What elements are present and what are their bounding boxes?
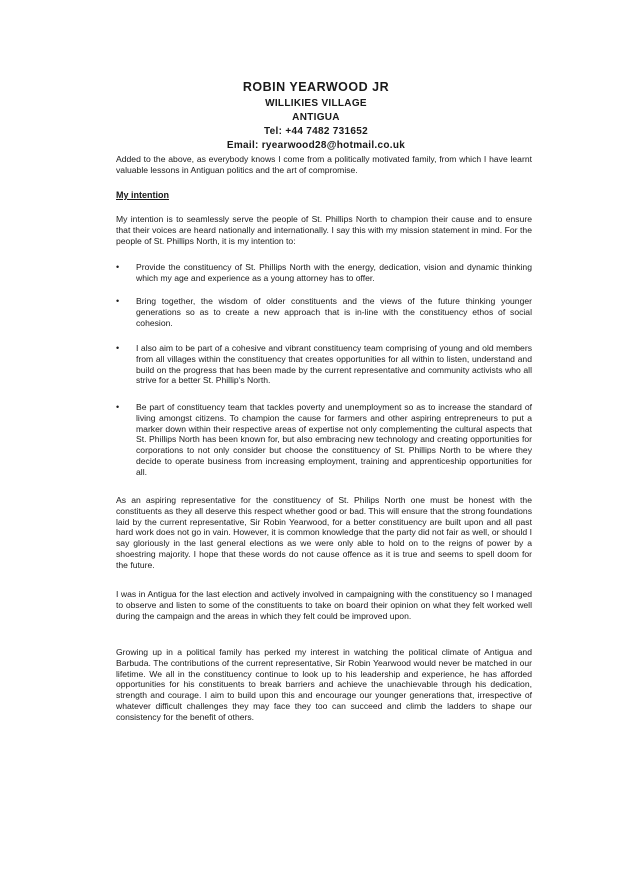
aspiring-paragraph: As an aspiring representative for the constituency of St. Philips North one must be honest with the constituents as they all deserve this respect whether good or bad. This will ensure that the strong foundations laid by the current representative, Sir Robin Yearwood, for a better constituency are built upon and all past hard work does not go in vain. However, it is common knowledge that the party did not fair as well, or should I say gloriously in the last general elections as we were only able to hold on to the reigns of power by a shoestring majority. I hope that these words do not cause offence as it is true and seems to spell doom for the future.	[116, 495, 532, 570]
growing-up-paragraph: Growing up in a political family has perked my interest in watching the political climate of Antigua and Barbuda. The contributions of the current representative, Sir Robin Yearwood would never be matched in our lifetime. We all in the constituency continue to look up to his leadership and experience, he has afforded opportunities for his constituents to break barriers and achieve the unachievable through his dedication, strength and courage. I aim to build upon this and encourage our younger generations that, irrespective of whatever difficult challenges they may face they too can succeed and climb the ladders to shape our consistency for the benefit of others.	[116, 647, 532, 722]
bullet-text: Bring together, the wisdom of older constituents and the views of the future thinking younger generations so as to create a new approach that is in-line with the constituency ethos of social cohesion.	[136, 296, 532, 328]
bullet-item	[116, 402, 532, 478]
author-name: ROBIN YEARWOOD JR	[242, 80, 390, 94]
author-country: ANTIGUA	[292, 112, 340, 123]
bullet-text: I also aim to be part of a cohesive and vibrant constituency team comprising of young and old members from all villages within the constituency that creates opportunities for all within to listen, understand and build on the progress that has been made by the current representative and community activists who all strive for a better St. Phillip's North.	[136, 343, 532, 386]
author-village: WILLIKIES VILLAGE	[265, 98, 367, 109]
intro-paragraph: Added to the above, as everybody knows I come from a politically motivated family, from which I have learnt valuable lessons in Antiguan politics and the art of compromise.	[116, 154, 532, 175]
bullet-item	[116, 262, 532, 284]
bullet-list-3	[116, 343, 532, 386]
bullet-icon: •	[116, 296, 120, 306]
author-telephone: Tel: +44 7482 731652	[264, 126, 368, 137]
bullet-item	[116, 296, 532, 328]
antigua-paragraph: I was in Antigua for the last election and actively involved in campaigning with the constituency so I managed to observe and listen to some of the constituents to take on board their opinion on what they felt worked well during the campaign and the areas in which they felt could be improved upon.	[116, 589, 532, 621]
bullet-list-1	[116, 262, 532, 284]
bullet-text: Provide the constituency of St. Phillips North with the energy, dedication, vision and dynamic thinking which my age and experience as a young attorney has to offer.	[136, 262, 532, 283]
bullet-icon: •	[116, 343, 120, 353]
bullet-list-2	[116, 296, 532, 328]
bullet-list-4	[116, 402, 532, 478]
bullet-icon: •	[116, 402, 120, 412]
author-email: Email: ryearwood28@hotmail.co.uk	[226, 140, 406, 151]
letterhead	[0, 80, 632, 153]
bullet-item	[116, 343, 532, 386]
bullet-icon: •	[116, 262, 120, 272]
bullet-text: Be part of constituency team that tackles poverty and unemployment so as to increase the standard of living amongst citizens. To champion the cause for farmers and other aspiring entrepreneurs to put a marker down within their respective areas of expertise not only complementing the cultural aspects that St. Phillips North has been known for, but also embracing new technology and creating opportunities for corporations to not only consider but choose the constituency of St. Phillips North to be where they decide to operate business from increasing employment, training and apprenticeship opportunities for all.	[136, 402, 532, 477]
intention-paragraph: My intention is to seamlessly serve the people of St. Phillips North to champion their cause and to ensure that their voices are heard nationally and internationally. I say this with my mission statement in mind. For the people of St. Phillips North, it is my intention to:	[116, 214, 532, 246]
section-heading: My intention	[116, 190, 169, 200]
